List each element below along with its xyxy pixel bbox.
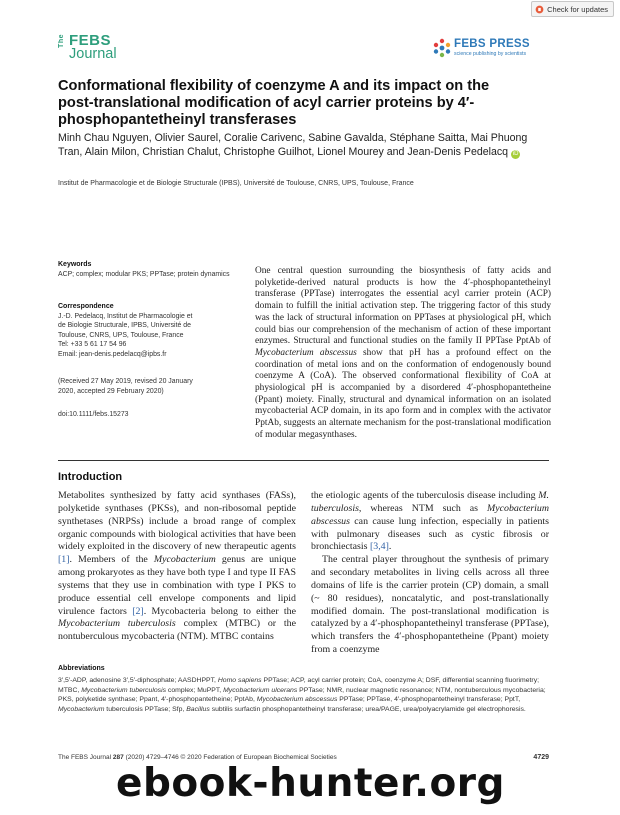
authors-text: Minh Chau Nguyen, Olivier Saurel, Coralie Carivenc, Sabine Gavalda, Stéphane Saitta, Mai Phuong Tran, Alain Milon, Christian Chalut, Christophe Guilhot, Lionel Mourey and Jean-Denis Pedelacq	[58, 132, 528, 159]
dates-line: (Received 27 May 2019, revised 20 January	[58, 378, 193, 385]
publisher-name: FEBS PRESS	[454, 38, 530, 50]
intro-paragraph	[311, 490, 549, 554]
abbr-italic: Mycobacterium abscessus	[256, 696, 338, 704]
abbr-text: tuberculosis PPTase; Sfp,	[104, 705, 187, 713]
intro-text: the etiologic agents of the tuberculosis disease including	[311, 490, 539, 501]
intro-left-column	[58, 490, 296, 644]
febs-press-dots-icon	[432, 38, 452, 58]
intro-paragraph: The central player throughout the synthesis of primary and secondary metabolites in living cells across all three domains of life is the carrier protein (CP) domain, a small (~ 80 residues), noncatalytic, and post-translationally modified domain. The post-translational modification is catalyzed by a 4′-phosphopantetheinyl transferase (PPTase), which transfers the 4′-phosphopantetheine (Ppant) moiety from a coenzyme	[311, 554, 549, 656]
intro-text: Metabolites synthesized by fatty acid synthases (FASs), polyketide synthases (PKSs), and non-ribosomal peptide synthetases (NRPSs) include a broad range of complex organic compounds with biological activities that have been widely exploited in the discovery of new therapeutic agents	[58, 490, 296, 553]
intro-text: . Mycobacteria belong to either the	[143, 605, 296, 617]
orcid-icon[interactable]: iD	[512, 151, 519, 158]
abstract-text: show that pH has a profound effect on the coordination of metal ions and on the conformation of endogenously bound coenzyme A (CoA). The observed conformational flexibility of CoA at physiological pH is accompanied by a disordered 4′-phosphopantetheine (Ppant) moiety. Finally, structural and dynamical information on an isolated mycobacterial ACP domain, in its apo form and in complex with the activator PptAb, suggests an alternate mechanism for the post-translational modification of modular megasynthases.	[255, 347, 552, 440]
check-for-updates-label: Check for updates	[547, 4, 608, 14]
correspondence-line: Toulouse, CNRS, UPS, Toulouse, France	[58, 331, 184, 339]
intro-text: genus are unique among prokaryotes as they have both type I and type II FAS systems that they use in combination with type I PKS to produce essential cell envelope components and lipid virulence factors	[58, 554, 296, 617]
abbr-text: PPTase; NMR, nuclear magnetic resonance; NTM, nontuberculous mycobacteria; PKS, polyketide synthase; Ppant, 4′-phosphopantetheine; PptAb,	[58, 686, 546, 704]
update-icon	[535, 5, 544, 14]
page-number: 4729	[533, 754, 549, 761]
footer-citation	[58, 754, 337, 761]
keywords-text: ACP; complex; modular PKS; PPTase; protein dynamics	[58, 270, 230, 278]
abbr-text: complex; MuPPT,	[166, 686, 224, 694]
abbr-italic: Homo sapiens	[217, 677, 262, 684]
abbr-text: 3′,5′-ADP, adenosine 3′,5′-diphosphate; AASDHPPT,	[58, 677, 218, 684]
introduction-heading: Introduction	[58, 471, 123, 483]
doi-link[interactable]: doi:10.1111/febs.15273	[58, 411, 129, 418]
abstract	[255, 266, 551, 442]
footer-text: (2020) 4729–4746 © 2020 Federation of European Biochemical Societies	[123, 754, 337, 761]
intro-text: complex (MTBC) or the nontuberculous mycobacteria (NTM). MTBC contains	[58, 618, 296, 643]
intro-italic: Mycobacterium tuberculosis	[58, 618, 176, 630]
section-divider	[58, 460, 549, 461]
affiliation: Institut de Pharmacologie et de Biologie Structurale (IPBS), Université de Toulouse, CNRS, UPS, Toulouse, France	[58, 180, 414, 187]
abbr-italic: Mycobacterium ulcerans	[223, 686, 298, 694]
footer-volume: 287	[112, 754, 124, 761]
correspondence-block	[58, 302, 233, 360]
abbr-italic: Mycobacterium	[58, 705, 105, 713]
citation-link[interactable]: [1]	[58, 554, 70, 566]
publisher-tagline: science publishing by scientists	[454, 51, 527, 57]
abbr-text: subtilis surfactin phosphopantetheinyl transferase; urea/PAGE, urea/polyacrylamide gel electrophoresis.	[209, 705, 526, 713]
dates-line: 2020, accepted 29 February 2020)	[58, 387, 164, 395]
correspondence-email[interactable]: Email: jean-denis.pedelacq@ipbs.fr	[58, 350, 167, 358]
intro-text: . Members of the	[69, 554, 154, 566]
abstract-species: Mycobacterium abscessus	[255, 347, 357, 358]
check-for-updates-button[interactable]	[531, 1, 614, 17]
intro-italic: M. tuberculosis	[311, 490, 549, 514]
intro-right-column	[311, 490, 549, 657]
dates-block	[58, 377, 233, 396]
journal-logo-the: The	[58, 34, 65, 48]
abstract-text: One central question surrounding the biosynthesis of fatty acids and polyketide-derived natural products is how the 4′-phosphopantetheinyl transferase (PPTase) interrogates the essential acyl carrier protein (ACP) domain to fulfill the initial activation step. The triggering factor of this study was the lack of structural information on PPTases at physiological pH, which could bias our comprehension of the mechanism of action of these important enzymes. Structural and functional studies on the family II PPTase PptAb of	[255, 266, 551, 347]
intro-text: .	[388, 541, 392, 553]
abbr-text: PPTase; ACP, acyl carrier protein; CoA, coenzyme A; DSF, differential scanning fluorimetry; MTBC,	[58, 677, 540, 694]
page-footer	[58, 754, 549, 761]
author-list	[58, 131, 538, 159]
abbr-italic: Bacillus	[186, 705, 210, 713]
abbreviations-text	[58, 676, 550, 714]
intro-italic: Mycobacterium	[153, 554, 216, 566]
correspondence-heading: Correspondence	[58, 303, 114, 310]
citation-link[interactable]: [2]	[132, 605, 144, 617]
intro-text: , whereas NTM such as	[358, 502, 488, 514]
article-title: Conformational flexibility of coenzyme A and its impact on the post-translational modification of acyl carrier proteins by 4′-phosphopantetheinyl transferases	[58, 78, 490, 128]
correspondence-line: de Biologie Structurale, IPBS, Université de	[58, 322, 191, 330]
journal-logo-journal: Journal	[69, 46, 117, 62]
citation-link[interactable]: [3,4]	[369, 541, 389, 553]
intro-italic: Mycobacterium abscessus	[311, 502, 549, 527]
journal-logo-febs: FEBS	[69, 32, 112, 49]
keywords-heading: Keywords	[58, 261, 92, 268]
publisher-logo	[432, 36, 562, 64]
abbreviations-heading: Abbreviations	[58, 665, 105, 672]
intro-text: can cause lung infection, especially in patients with pulmonary diseases such as cystic fibrosis or bronchiectasis	[311, 515, 549, 553]
correspondence-line: J.-D. Pedelacq, Institut de Pharmacologie et	[58, 312, 193, 320]
journal-logo	[58, 32, 130, 62]
abbr-italic: Mycobacterium tuberculosis	[81, 686, 167, 694]
watermark-text: ebook-hunter.org	[116, 761, 505, 806]
correspondence-phone: Tel: +33 5 61 17 54 96	[58, 341, 127, 349]
intro-paragraph	[58, 490, 296, 644]
footer-text: The FEBS Journal	[58, 754, 113, 761]
abbr-text: PPTase; PPTase, 4′-phosphopantetheinyl transferase; PptT,	[337, 696, 521, 704]
keywords-block	[58, 260, 233, 279]
